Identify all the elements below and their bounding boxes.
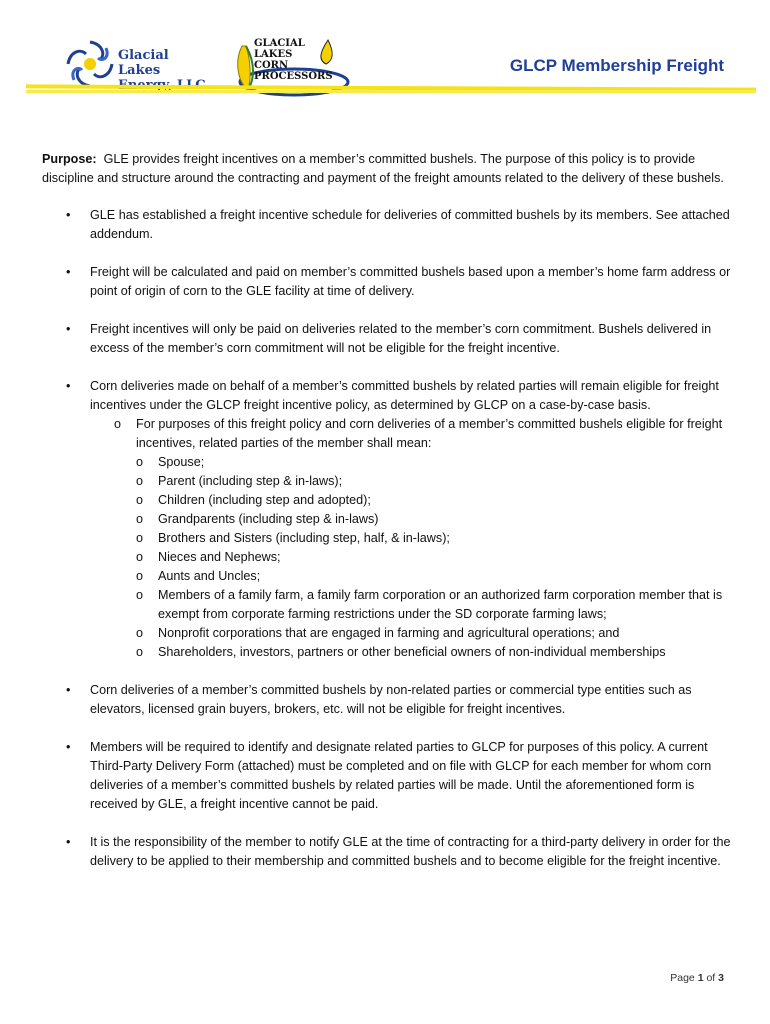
related-party-item (136, 643, 732, 662)
bullet-icon: • (66, 208, 71, 222)
sun-swirl-icon (62, 36, 118, 92)
circle-bullet-icon: o (136, 626, 144, 640)
policy-bullet-list (42, 206, 732, 871)
glcp-logo-line2: LAKES (254, 49, 293, 60)
glacial-lakes-energy-logo (62, 36, 212, 92)
circle-bullet-icon: o (136, 474, 144, 488)
related-party-item (136, 567, 732, 586)
related-parties-list (136, 453, 732, 662)
related-party-item (136, 586, 732, 624)
glcp-logo-line4: PROCESSORS (254, 71, 333, 82)
document-title: GLCP Membership Freight (509, 56, 724, 75)
glcp-logo-text (254, 38, 333, 82)
purpose-text: GLE provides freight incentives on a member’s committed bushels. The purpose of this policy is to provide discipline and structure around the contracting and payment of the freight amounts related to the delivery of these bushels. (42, 152, 724, 185)
bullet-text: Corn deliveries of a member’s committed bushels by non-related parties or commercial type entities such as elevators, licensed grain buyers, brokers, etc. will not be eligible for freight incentives. (90, 683, 692, 716)
circle-bullet-icon: o (136, 645, 144, 659)
related-party-item (136, 472, 732, 491)
bullet-icon: • (66, 740, 71, 754)
bullet-text: Members will be required to identify and designate related parties to GLCP for purposes of this policy. A current Third-Party Delivery Form (attached) must be completed and on file with GLCP for each member for whom corn deliveries of a member’s committed bushels by related parties will be made. Until the aforementioned form is received by GLE, a freight incentive cannot be paid. (90, 740, 712, 811)
policy-bullet (42, 206, 732, 244)
related-party-text: Shareholders, investors, partners or other beneficial owners of non-individual memberships (158, 645, 666, 659)
bullet-icon: • (66, 265, 71, 279)
sub-bullet-list (90, 415, 732, 662)
circle-bullet-icon: o (114, 417, 122, 431)
bullet-text: It is the responsibility of the member to notify GLE at the time of contracting for a third-party delivery in order for the delivery to be applied to their membership and committed bushels and to become eligible for the freight incentive. (90, 835, 731, 868)
gle-logo-line1: Glacial Lakes (118, 48, 169, 78)
bullet-text: Freight incentives will only be paid on deliveries related to the member’s corn commitment. Bushels delivered in excess of the member’s corn commitment will not be eligible for the freight incentive. (90, 322, 712, 355)
policy-bullet (42, 377, 732, 662)
circle-bullet-icon: o (136, 512, 144, 526)
bullet-icon: • (66, 379, 71, 393)
related-party-text: Spouse; (158, 455, 205, 469)
related-party-text: Nonprofit corporations that are engaged in farming and agricultural operations; and (158, 626, 620, 640)
bullet-icon: • (66, 835, 71, 849)
bullet-text: GLE has established a freight incentive schedule for deliveries of committed bushels by its members. See attached addendum. (90, 208, 730, 241)
related-party-text: Parent (including step & in-laws); (158, 474, 343, 488)
glcp-logo-line3: CORN (254, 60, 289, 71)
sub-bullet (90, 415, 732, 662)
glcp-logo-line1: GLACIAL (254, 38, 305, 49)
related-party-text: Grandparents (including step & in-laws) (158, 512, 379, 526)
related-party-item (136, 453, 732, 472)
related-party-item (136, 624, 732, 643)
related-party-text: Members of a family farm, a family farm corporation or an authorized farm corporation member that is exempt from corporate farming restrictions under the SD corporate farming laws; (158, 588, 723, 621)
related-party-item (136, 548, 732, 567)
related-party-text: Aunts and Uncles; (158, 569, 261, 583)
related-party-item (136, 529, 732, 548)
purpose-label: Purpose: (42, 152, 97, 166)
related-party-item (136, 491, 732, 510)
bullet-text: Corn deliveries made on behalf of a member’s committed bushels by related parties will remain eligible for freight incentives under the GLCP freight incentive policy, as determined by GLCP on a case-by-case basis. (90, 379, 719, 412)
bullet-text: Freight will be calculated and paid on member’s committed bushels based upon a member’s home farm address or point of origin of corn to the GLE facility at time of delivery. (90, 265, 731, 298)
document-body (42, 150, 732, 890)
policy-bullet (42, 833, 732, 871)
of-word: of (706, 972, 716, 984)
circle-bullet-icon: o (136, 493, 144, 507)
purpose-paragraph (42, 150, 732, 188)
related-party-text: Brothers and Sisters (including step, half, & in-laws); (158, 531, 450, 545)
policy-bullet (42, 738, 732, 814)
policy-bullet (42, 681, 732, 719)
bullet-icon: • (66, 322, 71, 336)
related-party-text: Nieces and Nephews; (158, 550, 281, 564)
bullet-icon: • (66, 683, 71, 697)
circle-bullet-icon: o (136, 455, 144, 469)
header-yellow-rule-lower (26, 90, 756, 93)
policy-bullet (42, 320, 732, 358)
page-total: 3 (718, 972, 724, 984)
circle-bullet-icon: o (136, 569, 144, 583)
page-word: Page (670, 972, 695, 984)
page-header (0, 0, 770, 100)
page-number: 1 (697, 972, 704, 984)
related-party-text: Children (including step and adopted); (158, 493, 371, 507)
policy-bullet (42, 263, 732, 301)
sub-bullet-text: For purposes of this freight policy and corn deliveries of a member’s committed bushels eligible for freight incentives, related parties of the member shall mean: (136, 417, 723, 450)
circle-bullet-icon: o (136, 531, 144, 545)
page-number-footer (670, 972, 724, 984)
related-party-item (136, 510, 732, 529)
circle-bullet-icon: o (136, 550, 144, 564)
circle-bullet-icon: o (136, 588, 144, 602)
